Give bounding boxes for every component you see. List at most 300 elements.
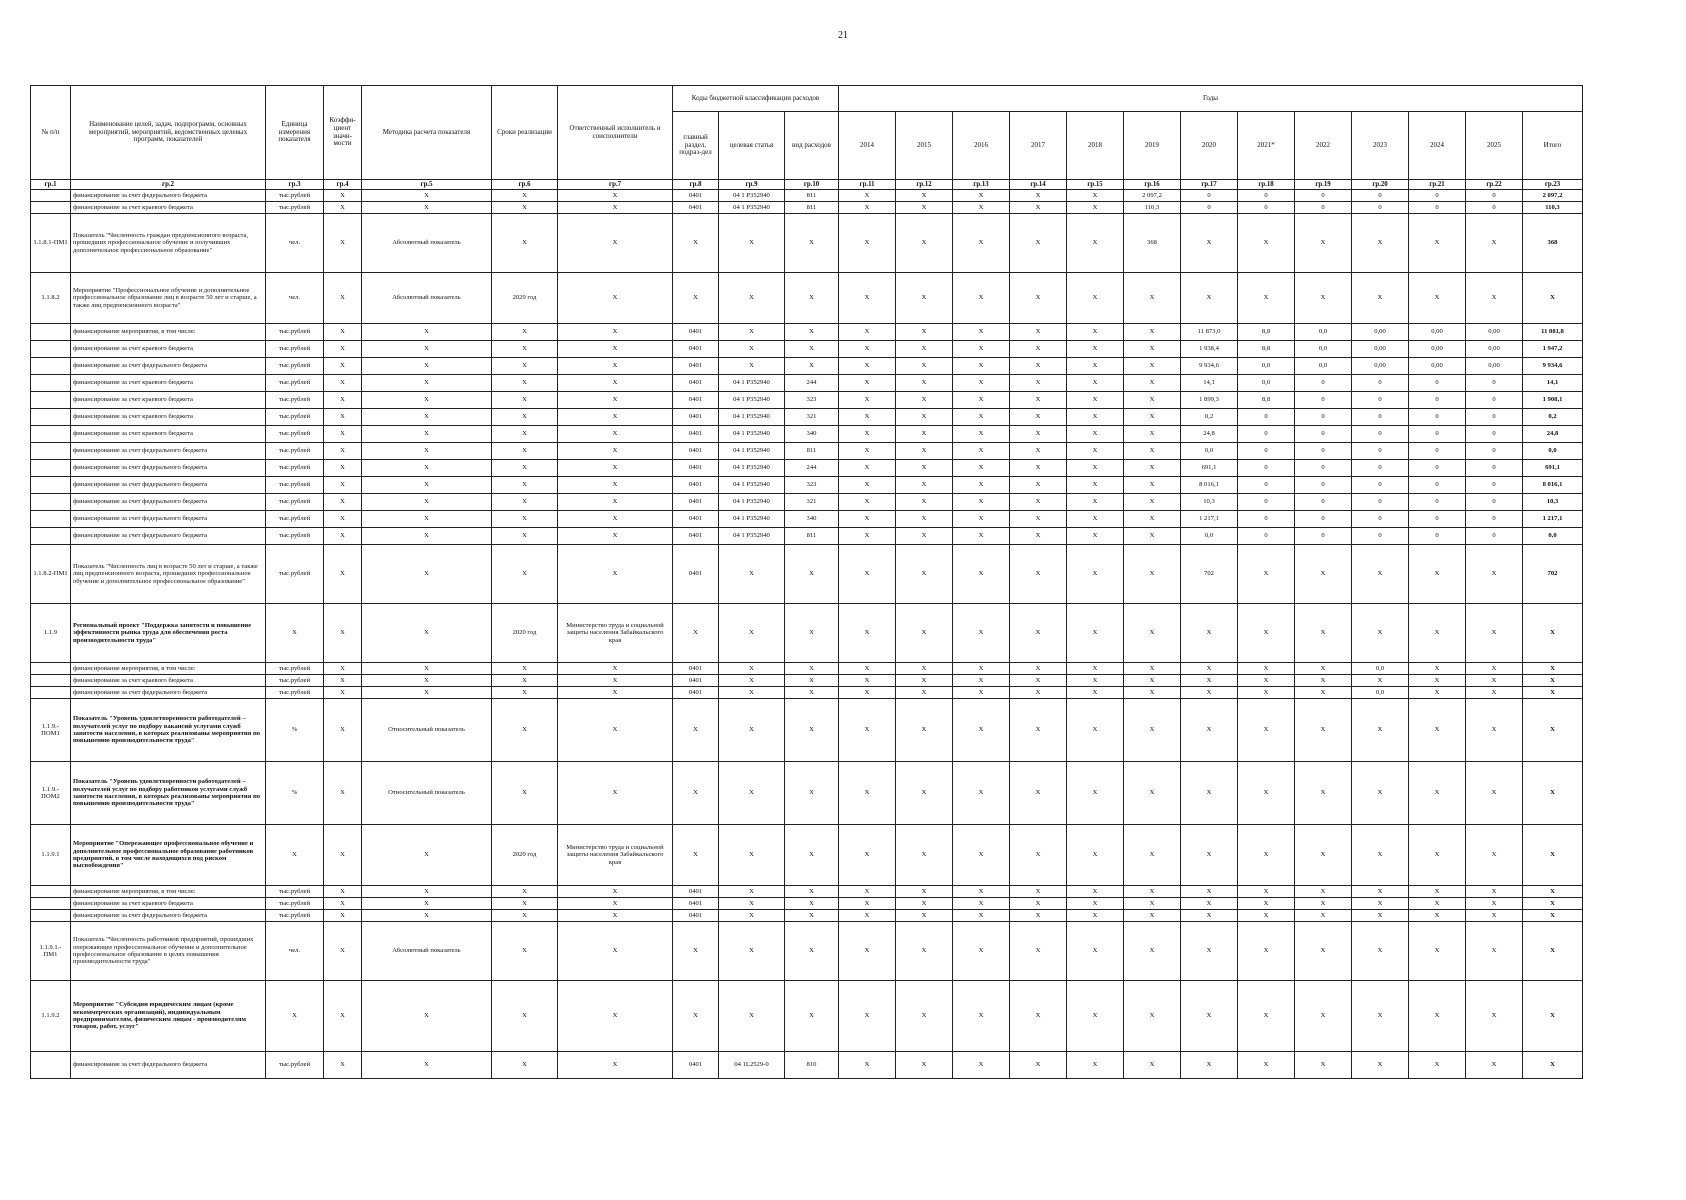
row-target-article: X	[719, 762, 785, 825]
row-year-value: X	[1352, 604, 1409, 663]
row-expense-type: 244	[785, 375, 839, 392]
row-year-value: X	[1352, 699, 1409, 762]
row-year-value: X	[896, 981, 953, 1052]
row-year-value: 0	[1295, 392, 1352, 409]
row-expense-type: 321	[785, 494, 839, 511]
row-name: финансирование за счет федерального бюджета	[71, 460, 266, 477]
row-expense-type: X	[785, 762, 839, 825]
row-expense-type: X	[785, 273, 839, 324]
row-year-value: X	[839, 825, 896, 886]
row-year-value: X	[953, 214, 1010, 273]
row-year-value: X	[1067, 443, 1124, 460]
row-year-value: X	[1181, 214, 1238, 273]
row-total: X	[1523, 825, 1583, 886]
row-target-article: X	[719, 273, 785, 324]
row-name: финансирование за счет федерального бюджета	[71, 1052, 266, 1079]
row-terms: X	[492, 528, 558, 545]
row-year-value: X	[896, 409, 953, 426]
row-year-value: X	[1010, 409, 1067, 426]
row-rzpr: 0401	[673, 898, 719, 910]
row-responsible: X	[558, 675, 673, 687]
row-year-value: X	[1409, 762, 1466, 825]
row-expense-type: X	[785, 358, 839, 375]
row-coef: X	[324, 392, 362, 409]
row-year-value: X	[839, 392, 896, 409]
row-year-value: X	[839, 443, 896, 460]
row-year-value: X	[896, 494, 953, 511]
row-coef: X	[324, 699, 362, 762]
row-name: финансирование за счет краевого бюджета	[71, 341, 266, 358]
row-name: финансирование за счет федерального бюджета	[71, 443, 266, 460]
row-coef: X	[324, 825, 362, 886]
row-year-value: X	[1124, 358, 1181, 375]
row-rzpr: 0401	[673, 910, 719, 922]
row-expense-type: 340	[785, 426, 839, 443]
row-unit: X	[266, 825, 324, 886]
row-responsible: X	[558, 528, 673, 545]
row-target-article: 04 1 P352940	[719, 375, 785, 392]
row-year-value: 0	[1295, 190, 1352, 202]
row-name: финансирование мероприятия, в том числе:	[71, 324, 266, 341]
row-target-article: 04 1 P352940	[719, 409, 785, 426]
row-coef: X	[324, 409, 362, 426]
row-year-value: X	[1010, 604, 1067, 663]
row-total: X	[1523, 1052, 1583, 1079]
row-year-value: 24,8	[1181, 426, 1238, 443]
row-year-value: X	[1181, 825, 1238, 886]
row-rzpr: 0401	[673, 358, 719, 375]
row-responsible: X	[558, 511, 673, 528]
row-year-value: X	[1067, 202, 1124, 214]
row-year-value: X	[1181, 910, 1238, 922]
row-year-value: X	[1067, 341, 1124, 358]
header-terms: Сроки реализации	[492, 86, 558, 180]
row-year-value: X	[1238, 825, 1295, 886]
row-year-value: 0	[1466, 375, 1523, 392]
row-year-value: 0	[1295, 426, 1352, 443]
row-total: 8 016,1	[1523, 477, 1583, 494]
row-unit: чел.	[266, 214, 324, 273]
row-coef: X	[324, 922, 362, 981]
header-coef: Коэффи-циент значи-мости	[324, 86, 362, 180]
row-year-value: X	[896, 699, 953, 762]
row-coef: X	[324, 273, 362, 324]
row-name: финансирование за счет федерального бюджета	[71, 528, 266, 545]
row-year-value: X	[896, 273, 953, 324]
row-year-value: 0	[1466, 426, 1523, 443]
row-year-value: X	[839, 375, 896, 392]
row-year-value: 0	[1181, 202, 1238, 214]
row-year-value: X	[1181, 762, 1238, 825]
row-year-value: X	[1352, 273, 1409, 324]
row-year-value: X	[1295, 825, 1352, 886]
header-expense-type: вид расходов	[785, 112, 839, 180]
row-year-value: X	[839, 202, 896, 214]
row-year-value: X	[953, 898, 1010, 910]
row-expense-type: X	[785, 886, 839, 898]
row-number	[31, 358, 71, 375]
row-year-value: X	[839, 214, 896, 273]
row-name: Мероприятие "Профессиональное обучение и дополнительное профессиональное образование лиц в возрасте 50 лет и старше, а также лиц предпенсионного возраста"	[71, 273, 266, 324]
row-year-value: X	[1409, 273, 1466, 324]
row-rzpr: 0401	[673, 545, 719, 604]
row-responsible: X	[558, 460, 673, 477]
row-coef: X	[324, 675, 362, 687]
row-terms: X	[492, 922, 558, 981]
row-year-value: X	[1124, 1052, 1181, 1079]
row-responsible: X	[558, 477, 673, 494]
row-year-value: X	[839, 477, 896, 494]
row-total: 24,8	[1523, 426, 1583, 443]
row-year-value: 0,0	[1295, 324, 1352, 341]
row-year-value: X	[1067, 922, 1124, 981]
row-coef: X	[324, 494, 362, 511]
row-year-value: 0	[1238, 528, 1295, 545]
row-total: 2 097,2	[1523, 190, 1583, 202]
row-year-value: X	[1295, 898, 1352, 910]
row-total: 14,1	[1523, 375, 1583, 392]
row-year-value: X	[953, 443, 1010, 460]
row-terms: X	[492, 324, 558, 341]
row-year-value: X	[1124, 981, 1181, 1052]
row-responsible: X	[558, 910, 673, 922]
row-year-value: X	[1010, 324, 1067, 341]
row-name: Показатель "Численность граждан предпенсионного возраста, прошедших профессиональное обучение и получивших дополнительное профессиональное образование"	[71, 214, 266, 273]
row-terms: X	[492, 460, 558, 477]
row-terms: 2020 год	[492, 825, 558, 886]
row-name: Региональный проект "Поддержка занятости и повышение эффективности рынка труда для обеспечения роста производительности труда"	[71, 604, 266, 663]
row-rzpr: 0401	[673, 426, 719, 443]
row-number: 1.1.9.1.-ПМ1	[31, 922, 71, 981]
row-coef: X	[324, 528, 362, 545]
row-year-value: X	[839, 358, 896, 375]
row-year-value: 8,8	[1238, 392, 1295, 409]
row-responsible: X	[558, 494, 673, 511]
row-year-value: X	[1466, 663, 1523, 675]
row-target-article: X	[719, 675, 785, 687]
row-number	[31, 375, 71, 392]
row-name: финансирование за счет федерального бюджета	[71, 494, 266, 511]
row-year-value: 0,0	[1352, 687, 1409, 699]
row-expense-type: 340	[785, 511, 839, 528]
row-year-value: 14,1	[1181, 375, 1238, 392]
row-year-value: X	[1409, 663, 1466, 675]
row-year-value: X	[1010, 392, 1067, 409]
row-year-value: 1 899,3	[1181, 392, 1238, 409]
row-year-value: 0,00	[1466, 341, 1523, 358]
row-target-article: 04 1 P352940	[719, 511, 785, 528]
group-number: гр.2	[71, 180, 266, 190]
row-year-value: X	[839, 922, 896, 981]
row-year-value: X	[1466, 922, 1523, 981]
row-year-value: 0,00	[1466, 358, 1523, 375]
row-year-value: X	[1124, 699, 1181, 762]
row-year-value: 0	[1466, 477, 1523, 494]
row-year-value: X	[953, 981, 1010, 1052]
row-year-value: 0	[1409, 392, 1466, 409]
row-rzpr: 0401	[673, 494, 719, 511]
row-year-value: X	[1067, 409, 1124, 426]
row-unit: чел.	[266, 922, 324, 981]
group-number: гр.5	[362, 180, 492, 190]
row-year-value: X	[1010, 511, 1067, 528]
row-responsible: Министерство труда и социальной защиты населения Забайкальского края	[558, 604, 673, 663]
row-target-article: 04 1L2529-0	[719, 1052, 785, 1079]
row-year-value: 0	[1409, 426, 1466, 443]
row-coef: X	[324, 324, 362, 341]
row-year-value: X	[953, 886, 1010, 898]
row-year-value: X	[839, 341, 896, 358]
row-year-value: X	[1124, 910, 1181, 922]
row-year-value: X	[839, 426, 896, 443]
row-year-value: X	[839, 981, 896, 1052]
row-year-value: X	[953, 341, 1010, 358]
row-terms: X	[492, 477, 558, 494]
row-coef: X	[324, 663, 362, 675]
table-row	[31, 358, 1583, 375]
row-unit: тыс.рублей	[266, 341, 324, 358]
row-terms: X	[492, 426, 558, 443]
row-year-value: X	[1238, 273, 1295, 324]
row-total: 1 908,1	[1523, 392, 1583, 409]
row-expense-type: X	[785, 545, 839, 604]
row-number	[31, 409, 71, 426]
row-terms: X	[492, 699, 558, 762]
row-method: X	[362, 886, 492, 898]
row-year-value: X	[1124, 762, 1181, 825]
row-name: финансирование за счет федерального бюджета	[71, 910, 266, 922]
row-expense-type: 244	[785, 460, 839, 477]
row-year-value: X	[1238, 886, 1295, 898]
row-year-value: X	[1010, 426, 1067, 443]
row-year-value: X	[1181, 699, 1238, 762]
row-year-value: X	[1295, 273, 1352, 324]
row-year-value: X	[1352, 825, 1409, 886]
row-year-value: X	[1466, 762, 1523, 825]
row-year-value: X	[953, 494, 1010, 511]
row-year-value: X	[1352, 762, 1409, 825]
row-year-value: 11 873,0	[1181, 324, 1238, 341]
row-method: Абсолютный показатель	[362, 273, 492, 324]
row-year-value: X	[1067, 494, 1124, 511]
row-year-value: 702	[1181, 545, 1238, 604]
row-year-value: X	[953, 922, 1010, 981]
row-expense-type: 323	[785, 392, 839, 409]
header-rzpr: главный раздел, подраз-дел	[673, 112, 719, 180]
row-terms: X	[492, 545, 558, 604]
row-name: финансирование мероприятия, в том числе:	[71, 663, 266, 675]
row-year-value: X	[1352, 981, 1409, 1052]
row-target-article: X	[719, 604, 785, 663]
row-year-value: 0	[1295, 494, 1352, 511]
row-name: финансирование за счет краевого бюджета	[71, 409, 266, 426]
row-year-value: X	[839, 910, 896, 922]
row-responsible: X	[558, 699, 673, 762]
row-coef: X	[324, 190, 362, 202]
row-year-value: X	[1124, 675, 1181, 687]
row-unit: тыс.рублей	[266, 663, 324, 675]
row-year-value: X	[896, 528, 953, 545]
row-terms: X	[492, 675, 558, 687]
row-target-article: 04 1 P352940	[719, 494, 785, 511]
row-method: X	[362, 392, 492, 409]
row-year-value: X	[1067, 545, 1124, 604]
row-name: финансирование за счет краевого бюджета	[71, 375, 266, 392]
row-year-value: X	[1409, 675, 1466, 687]
row-coef: X	[324, 687, 362, 699]
row-year-value: X	[1409, 604, 1466, 663]
row-number: 1.1.9.1	[31, 825, 71, 886]
table-row	[31, 511, 1583, 528]
row-method: X	[362, 494, 492, 511]
row-year-value: 691,1	[1181, 460, 1238, 477]
row-year-value: 0	[1409, 375, 1466, 392]
row-responsible: X	[558, 392, 673, 409]
row-responsible: X	[558, 426, 673, 443]
row-year-value: X	[953, 358, 1010, 375]
row-year-value: X	[896, 358, 953, 375]
row-year-value: 0	[1352, 409, 1409, 426]
row-rzpr: 0401	[673, 687, 719, 699]
header-year: 2017	[1010, 112, 1067, 180]
row-coef: X	[324, 981, 362, 1052]
row-coef: X	[324, 460, 362, 477]
row-number: 1.1.9.-ПОМ2	[31, 762, 71, 825]
row-total: 10,3	[1523, 494, 1583, 511]
row-terms: X	[492, 375, 558, 392]
row-year-value: X	[1124, 426, 1181, 443]
table-row	[31, 426, 1583, 443]
row-year-value: X	[1238, 214, 1295, 273]
row-target-article: 04 1 P352940	[719, 426, 785, 443]
row-number	[31, 202, 71, 214]
row-target-article: X	[719, 687, 785, 699]
row-year-value: 0,00	[1352, 341, 1409, 358]
row-year-value: 1 217,1	[1181, 511, 1238, 528]
row-unit: тыс.рублей	[266, 392, 324, 409]
group-number: гр.20	[1352, 180, 1409, 190]
row-method: X	[362, 663, 492, 675]
row-year-value: X	[1124, 392, 1181, 409]
row-year-value: X	[1067, 511, 1124, 528]
row-coef: X	[324, 910, 362, 922]
table-row	[31, 375, 1583, 392]
row-year-value: X	[1409, 214, 1466, 273]
row-total: X	[1523, 910, 1583, 922]
row-method: X	[362, 324, 492, 341]
row-year-value: X	[953, 1052, 1010, 1079]
row-year-value: X	[1010, 898, 1067, 910]
row-year-value: X	[953, 687, 1010, 699]
row-year-value: X	[896, 511, 953, 528]
row-year-value: X	[896, 392, 953, 409]
table-row	[31, 825, 1583, 886]
row-year-value: X	[839, 460, 896, 477]
row-expense-type: X	[785, 663, 839, 675]
row-year-value: X	[1466, 675, 1523, 687]
row-rzpr: X	[673, 762, 719, 825]
row-total: X	[1523, 687, 1583, 699]
row-year-value: X	[1010, 273, 1067, 324]
row-year-value: X	[953, 675, 1010, 687]
row-expense-type: X	[785, 675, 839, 687]
row-year-value: X	[953, 392, 1010, 409]
header-year: 2014	[839, 112, 896, 180]
row-year-value: X	[1466, 981, 1523, 1052]
row-year-value: X	[1352, 675, 1409, 687]
row-year-value: 1 938,4	[1181, 341, 1238, 358]
header-num: № п/п	[31, 86, 71, 180]
row-expense-type: X	[785, 910, 839, 922]
row-year-value: 0	[1466, 392, 1523, 409]
row-terms: X	[492, 687, 558, 699]
row-unit: X	[266, 604, 324, 663]
table-row	[31, 922, 1583, 981]
header-name: Наименование целей, задач, подпрограмм, основных мероприятий, мероприятий, ведомственных целевых программ, показателей	[71, 86, 266, 180]
row-year-value: X	[1010, 202, 1067, 214]
row-expense-type: 810	[785, 1052, 839, 1079]
row-number	[31, 511, 71, 528]
row-year-value: X	[953, 545, 1010, 604]
header-year: 2020	[1181, 112, 1238, 180]
row-target-article: X	[719, 214, 785, 273]
row-year-value: X	[953, 477, 1010, 494]
row-expense-type: X	[785, 687, 839, 699]
table-row	[31, 687, 1583, 699]
row-year-value: X	[1124, 922, 1181, 981]
row-year-value: X	[1124, 273, 1181, 324]
row-year-value: X	[1067, 273, 1124, 324]
header-year: 2021*	[1238, 112, 1295, 180]
row-year-value: X	[1181, 675, 1238, 687]
row-year-value: 0	[1352, 375, 1409, 392]
row-year-value: 0,0	[1295, 341, 1352, 358]
row-rzpr: 0401	[673, 202, 719, 214]
row-number	[31, 190, 71, 202]
row-rzpr: 0401	[673, 324, 719, 341]
row-year-value: X	[1238, 699, 1295, 762]
row-responsible: X	[558, 898, 673, 910]
row-year-value: X	[1238, 1052, 1295, 1079]
row-year-value: X	[1010, 1052, 1067, 1079]
row-year-value: 0	[1295, 528, 1352, 545]
row-year-value: X	[1181, 886, 1238, 898]
row-rzpr: 0401	[673, 477, 719, 494]
row-total: 702	[1523, 545, 1583, 604]
row-year-value: X	[1238, 675, 1295, 687]
row-year-value: X	[1010, 190, 1067, 202]
row-responsible: X	[558, 341, 673, 358]
row-year-value: X	[1010, 460, 1067, 477]
row-year-value: X	[953, 528, 1010, 545]
row-terms: X	[492, 202, 558, 214]
table-row	[31, 190, 1583, 202]
table-row	[31, 675, 1583, 687]
row-year-value: X	[1124, 528, 1181, 545]
row-unit: тыс.рублей	[266, 494, 324, 511]
row-year-value: X	[1238, 910, 1295, 922]
row-expense-type: X	[785, 604, 839, 663]
group-number: гр.19	[1295, 180, 1352, 190]
row-coef: X	[324, 426, 362, 443]
row-number: 1.1.8.1-ПМ1	[31, 214, 71, 273]
row-year-value: X	[1067, 604, 1124, 663]
row-year-value: X	[1010, 341, 1067, 358]
row-year-value: X	[1238, 545, 1295, 604]
row-year-value: X	[1124, 460, 1181, 477]
row-year-value: X	[896, 825, 953, 886]
row-responsible: X	[558, 922, 673, 981]
